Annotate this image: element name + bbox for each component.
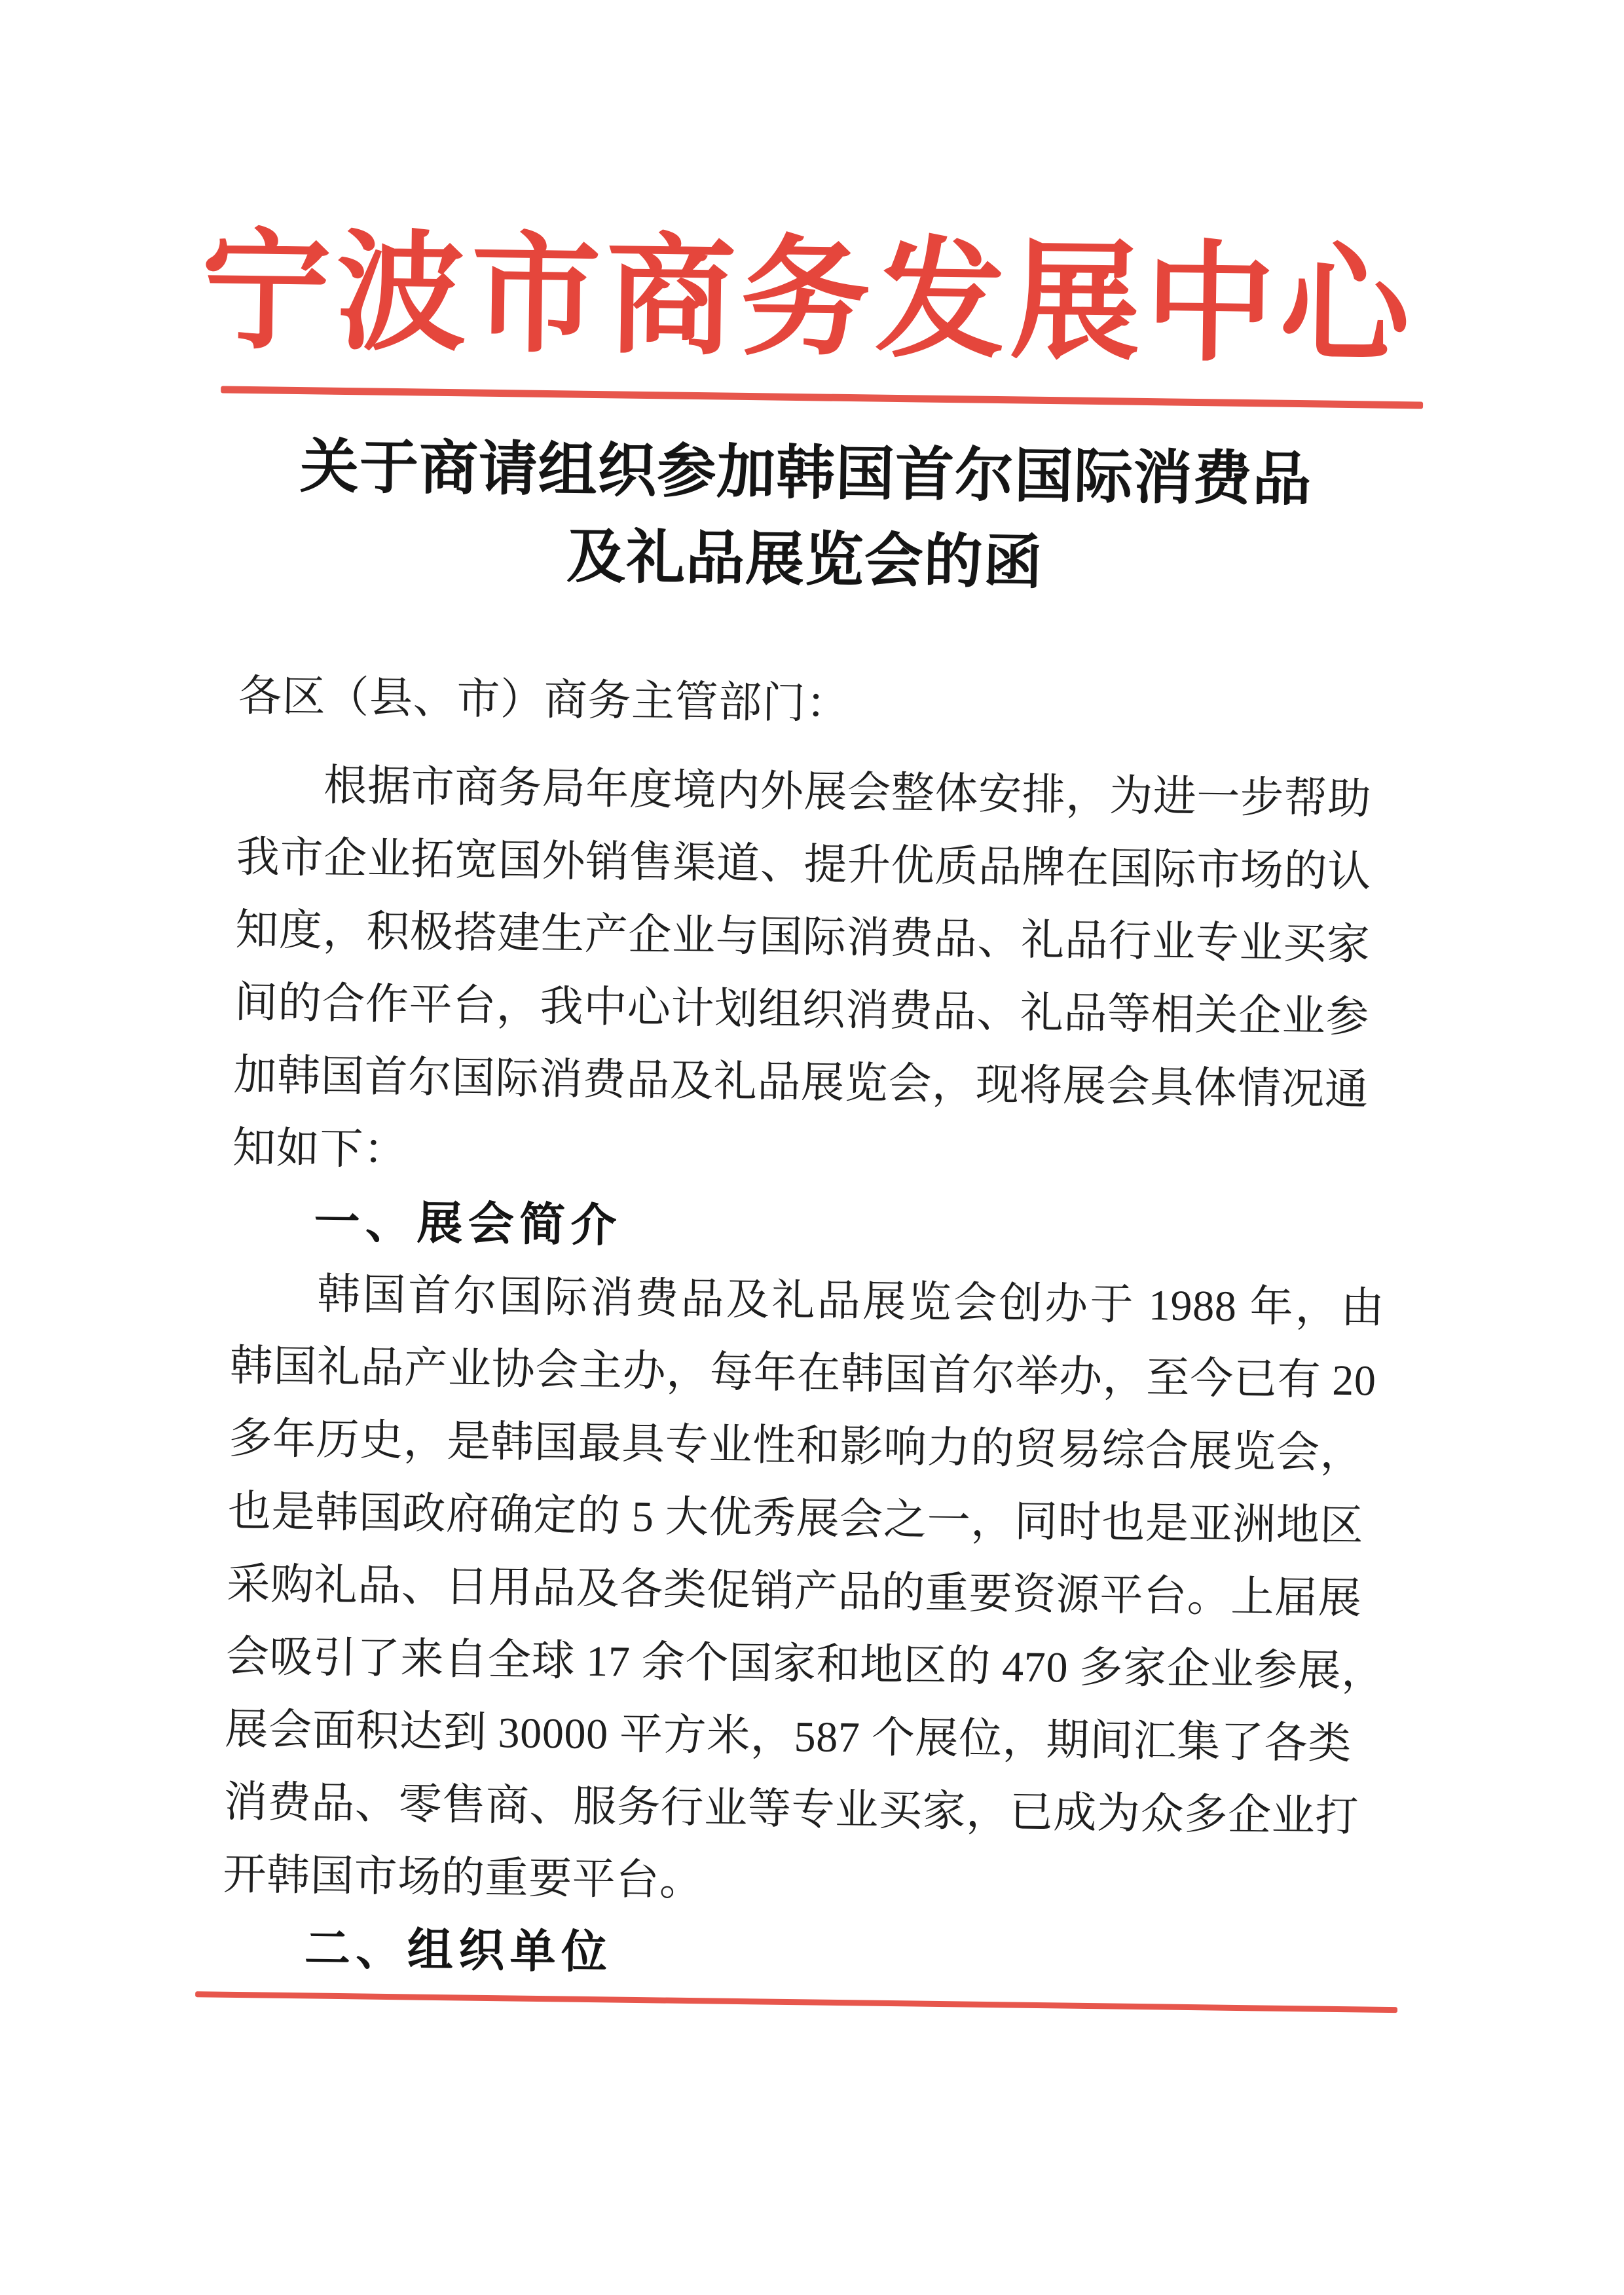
body-line: 加韩国首尔国际消费品及礼品展览会，现将展会具体情况通 (233, 1051, 1369, 1114)
body-line: 知如下： (232, 1124, 408, 1175)
body-text (221, 660, 1392, 1999)
document-title (0, 420, 1618, 614)
body-line: 知度，积极搭建生产企业与国际消费品、礼品行业专业买家 (234, 906, 1371, 969)
body-line: 各区（县、市）商务主管部门： (238, 672, 850, 729)
body-line: 我市企业拓宽国外销售渠道、提升优质品牌在国际市场的认 (236, 833, 1372, 896)
body-line: 间的合作平台，我中心计划组织消费品、礼品等相关企业参 (234, 978, 1370, 1042)
body-line: 一、展会简介 (314, 1196, 623, 1251)
body-line: 也是韩国政府确定的 5 大优秀展会之一，同时也是亚洲地区 (227, 1487, 1364, 1551)
body-line: 根据市商务局年度境内外展会整体安排，为进一步帮助 (323, 762, 1372, 824)
body-line: 展会面积达到 30000 平方米，587 个展位，期间汇集了各类 (224, 1705, 1352, 1769)
body-line: 消费品、零售商、服务行业等专业买家，已成为众多企业打 (223, 1778, 1359, 1841)
body-line: 采购礼品、日用品及各类促销产品的重要资源平台。上届展 (226, 1560, 1362, 1623)
letterhead-title: 宁波市商务发展中心 (200, 220, 1416, 380)
document-title-line-1: 关于商请组织参加韩国首尔国际消费品 (299, 435, 1312, 513)
body-line: 韩国首尔国际消费品及礼品展览会创办于 1988 年，由 (316, 1270, 1385, 1332)
document-title-line-2: 及礼品展览会的函 (566, 524, 1044, 596)
body-line: 多年历史，是韩国最具专业性和影响力的贸易综合展览会， (228, 1414, 1364, 1478)
body-line: 开韩国市场的重要平台。 (223, 1850, 704, 1905)
body-line: 韩国礼品产业协会主办，每年在韩国首尔举办，至今已有 20 (229, 1342, 1377, 1405)
body-line: 二、组织单位 (304, 1922, 613, 1978)
letterhead-divider-line (221, 386, 1423, 409)
body-line: 会吸引了来自全球 17 余个国家和地区的 470 多家企业参展， (225, 1632, 1386, 1696)
